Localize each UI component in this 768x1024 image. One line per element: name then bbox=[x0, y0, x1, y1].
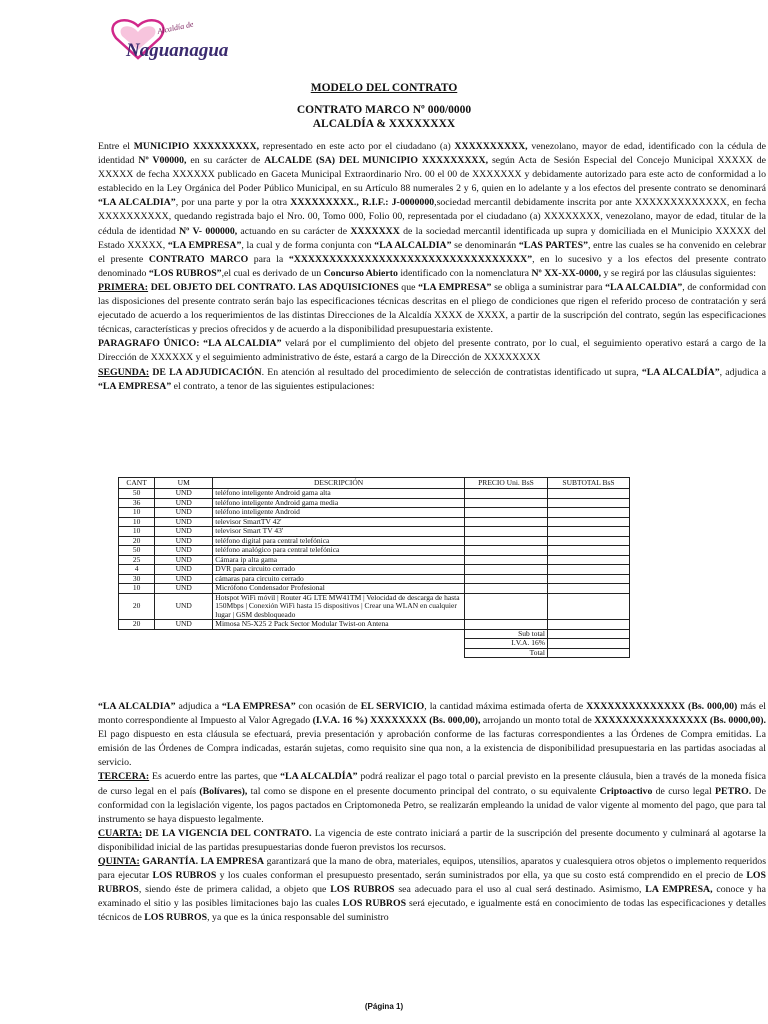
col-um: UM bbox=[155, 478, 213, 489]
col-cant: CANT bbox=[119, 478, 155, 489]
clause-segunda: SEGUNDA: DE LA ADJUDICACIÓN. En atención al resultado del procedimiento de selección de contratistas identificado ut supra, “LA ALCALDÍA”, adjudica a “LA EMPRESA” el contrato, a tenor de las siguientes estipulaciones: bbox=[98, 366, 766, 392]
cell-um: UND bbox=[155, 565, 213, 575]
clause-tercera: TERCERA: Es acuerdo entre las partes, que “LA ALCALDÍA” podrá realizar el pago total o parcial previsto en la presente cláusula, bien a través de la moneda física de curso legal en el país (Bolívares), tal como se dispone en el presente documento principal del contrato, o su equivalente Criptoactivo de curso legal PETRO. De conformidad con la legislación vigente, los pagos pactados en Criptomoneda Petro, se realizarán empleando la unidad de valor vigente al momento del pago, que para tal instrumento se haya dispuesto legalmente. bbox=[98, 771, 767, 825]
cell-subtotal bbox=[547, 620, 629, 630]
table-row bbox=[119, 574, 630, 584]
cell-precio bbox=[464, 498, 547, 508]
table-row bbox=[119, 508, 630, 518]
cell-subtotal bbox=[547, 584, 629, 594]
cell-descripcion: teléfono digital para central telefónica bbox=[213, 536, 465, 546]
intro-paragraph: Entre el MUNICIPIO XXXXXXXXX, representado en este acto por el ciudadano (a) XXXXXXXXXX, venezolano, mayor de edad, identificado con la cédula de identidad Nº V00000, en su carácter de ALCALDE (SA) DEL MUNICIPIO XXXXXXXXX, según Acta de Sesión Especial del Concejo Municipal XXXXX de XXXXX de fecha XXXXXX publicado en Gaceta Municipal Extraordinario Nro. 00 el 00 de XXXXXXX y debidamente autorizado para este acto de conformidad a lo establecido en la Ley Orgánica del Poder Público Municipal, en su Artículo 88 numerales 2 y 6, quien en lo adelante y a los efectos del presente contrato se denominará “LA ALCALDIA”, por una parte y por la otra XXXXXXXXX., R.I.F.: J-0000000,sociedad mercantil debidamente inscrita por ante XXXXXXXXXXXXX, en fecha XXXXXXXXXX, quedando registrada bajo el Nro. 00, Tomo 000, Folio 00, representada por el ciudadano (a) XXXXXXXX, venezolano, mayor de edad, titular de la cédula de identidad Nº V- 000000, actuando en su carácter de XXXXXXX de la sociedad mercantil identificada up supra y domiciliada en el Municipio XXXXX del Estado XXXXX, “LA EMPRESA”, la cual y de forma conjunta con “LA ALCALDIA” se denominarán “LAS PARTES”, entre las cuales se ha convenido en celebrar el presente CONTRATO MARCO para la “XXXXXXXXXXXXXXXXXXXXXXXXXXXXXXXXX”, en lo sucesivo y a los efectos del presente contrato denominado “LOS RUBROS”,el cual es derivado de un Concurso Abierto identificado con la nomenclatura Nº XX-XX-0000, y se regirá por las cláusulas siguientes: bbox=[98, 141, 767, 279]
cell-cant: 10 bbox=[119, 584, 155, 594]
cell-um: UND bbox=[155, 593, 213, 620]
table-row bbox=[119, 546, 630, 556]
cell-um: UND bbox=[155, 574, 213, 584]
contract-body-top bbox=[98, 140, 766, 394]
table-row bbox=[119, 536, 630, 546]
cell-descripcion: Micrófono Condensador Profesional bbox=[213, 584, 465, 594]
cell-precio bbox=[464, 508, 547, 518]
table-row bbox=[119, 517, 630, 527]
cell-descripcion: televisor SmartTV 42' bbox=[213, 517, 465, 527]
cell-descripcion: teléfono inteligente Android gama alta bbox=[213, 489, 465, 499]
items-table bbox=[118, 477, 630, 658]
cell-cant: 20 bbox=[119, 536, 155, 546]
cell-descripcion: cámaras para circuito cerrado bbox=[213, 574, 465, 584]
clause-primera: PRIMERA: DEL OBJETO DEL CONTRATO. LAS ADQUISICIONES que “LA EMPRESA” se obliga a suministrar para “LA ALCALDIA”, de conformidad con las disposiciones del presente contrato serán bajo las especificaciones técnicas descritas en el pliego de condiciones que rigen el referido proceso de contratación y será ejecutado de acuerdo a los requerimientos de las distintas Direcciones de la Alcaldía XXXX de XXXX, a partir de la suscripción del contrato, según las especificaciones técnicas, características y precios ofrecidos y de acuerdo a la disponibilidad presupuestaria existente. bbox=[98, 281, 767, 336]
cell-precio bbox=[464, 593, 547, 620]
cell-descripcion: teléfono inteligente Android gama media bbox=[213, 498, 465, 508]
cell-cant: 25 bbox=[119, 555, 155, 565]
totals-row-iva bbox=[119, 639, 630, 649]
cell-cant: 36 bbox=[119, 498, 155, 508]
cell-subtotal bbox=[547, 574, 629, 584]
cell-subtotal bbox=[547, 555, 629, 565]
cell-precio bbox=[464, 555, 547, 565]
cell-precio bbox=[464, 527, 547, 537]
cell-cant: 10 bbox=[119, 508, 155, 518]
clause-quinta: QUINTA: GARANTÍA. LA EMPRESA garantizará que la mano de obra, materiales, equipos, utensilios, aparatos y cualesquiera otros objetos o implemento requeridos para ejecutar LOS RUBROS y los cuales conforman el presupuesto presentado, serán suministrados por ella, ya que su costo está comprendido en el precio de LOS RUBROS, siendo éste de primera calidad, a objeto que LOS RUBROS sea adecuado para el uso al cual será destinado. Asimismo, LA EMPRESA, conoce y ha examinado el sitio y las posibles limitaciones bajo las cuales LOS RUBROS será ejecutado, e igualmente está en conocimiento de todas las especificaciones y detalles técnicos de LOS RUBROS, ya que es la única responsable del suministro bbox=[98, 856, 767, 924]
col-precio: PRECIO Uni. BsS bbox=[464, 478, 547, 489]
totals-label-total: Total bbox=[464, 648, 547, 658]
table-row bbox=[119, 555, 630, 565]
cell-subtotal bbox=[547, 517, 629, 527]
col-descripcion: DESCRIPCIÓN bbox=[213, 478, 465, 489]
blank-cell bbox=[119, 639, 465, 649]
cell-precio bbox=[464, 536, 547, 546]
cell-cant: 50 bbox=[119, 546, 155, 556]
cell-precio bbox=[464, 565, 547, 575]
cell-descripcion: Mimosa N5-X25 2 Pack Sector Modular Twist-on Antena bbox=[213, 620, 465, 630]
cell-precio bbox=[464, 517, 547, 527]
totals-row-total bbox=[119, 648, 630, 658]
alcaldia-logo bbox=[96, 12, 246, 64]
contract-number: CONTRATO MARCO Nº 000/0000 bbox=[296, 104, 472, 116]
cell-subtotal bbox=[547, 593, 629, 620]
totals-row-subtotal bbox=[119, 629, 630, 639]
cell-um: UND bbox=[155, 620, 213, 630]
contract-body-bottom bbox=[98, 700, 766, 926]
cell-precio bbox=[464, 620, 547, 630]
cell-descripcion: teléfono analógico para central telefónica bbox=[213, 546, 465, 556]
document-title: MODELO DEL CONTRATO bbox=[310, 82, 458, 94]
blank-cell bbox=[119, 629, 465, 639]
cell-descripcion: DVR para circuito cerrado bbox=[213, 565, 465, 575]
cell-cant: 10 bbox=[119, 527, 155, 537]
page-number: (Página 1) bbox=[364, 1002, 404, 1011]
cell-um: UND bbox=[155, 536, 213, 546]
cell-precio bbox=[464, 489, 547, 499]
cell-cant: 4 bbox=[119, 565, 155, 575]
cell-subtotal bbox=[547, 508, 629, 518]
cell-cant: 20 bbox=[119, 620, 155, 630]
contract-parties: ALCALDÍA & XXXXXXXX bbox=[312, 118, 456, 130]
cell-subtotal bbox=[547, 565, 629, 575]
cell-descripcion: Hotspot WiFi móvil | Router 4G LTE MW41TM | Velocidad de descarga de hasta 150Mbps | Conexión WiFi hasta 15 dispositivos | Crear una WLAN en cualquier lugar | GSM desbloqueado bbox=[213, 593, 465, 620]
cell-precio bbox=[464, 584, 547, 594]
svg-text:Naguanagua: Naguanagua bbox=[126, 40, 229, 61]
table-row bbox=[119, 584, 630, 594]
cell-um: UND bbox=[155, 546, 213, 556]
table-row bbox=[119, 527, 630, 537]
cell-descripcion: teléfono inteligente Android bbox=[213, 508, 465, 518]
cell-precio bbox=[464, 546, 547, 556]
cell-um: UND bbox=[155, 584, 213, 594]
cell-um: UND bbox=[155, 498, 213, 508]
table-row bbox=[119, 498, 630, 508]
blank-cell bbox=[119, 648, 465, 658]
cell-cant: 20 bbox=[119, 593, 155, 620]
cell-cant: 10 bbox=[119, 517, 155, 527]
totals-value-iva bbox=[547, 639, 629, 649]
cell-um: UND bbox=[155, 527, 213, 537]
cell-um: UND bbox=[155, 508, 213, 518]
totals-label-subtotal: Sub total bbox=[464, 629, 547, 639]
table-row bbox=[119, 593, 630, 620]
totals-label-iva: I.V.A. 16% bbox=[464, 639, 547, 649]
cell-um: UND bbox=[155, 489, 213, 499]
adjudica-paragraph: “LA ALCALDIA” adjudica a “LA EMPRESA” con ocasión de EL SERVICIO, la cantidad máxima estimada oferta de XXXXXXXXXXXXXX (Bs. 000,00) más el monto correspondiente al Impuesto al Valor Agregado (I.V.A. 16 %) XXXXXXXX (Bs. 000,00), arrojando un monto total de XXXXXXXXXXXXXXXX (Bs. 0000,00). El pago dispuesto en esta cláusula se efectuará, previa presentación y aprobación conforme de las facturas correspondientes a las Órdenes de Compra emitidas. La emisión de las Órdenes de Compra indicadas, estarán sujetas, como requisito sine qua non, a la existencia de disponibilidad presupuestaria en las partidas asociadas al servicio. bbox=[98, 701, 767, 769]
table-row bbox=[119, 620, 630, 630]
cell-um: UND bbox=[155, 555, 213, 565]
cell-subtotal bbox=[547, 489, 629, 499]
svg-text:Alcaldía de: Alcaldía de bbox=[156, 19, 195, 36]
col-subtotal: SUBTOTAL BsS bbox=[547, 478, 629, 489]
cell-subtotal bbox=[547, 498, 629, 508]
cell-subtotal bbox=[547, 527, 629, 537]
clause-cuarta: CUARTA: DE LA VIGENCIA DEL CONTRATO. La vigencia de este contrato iniciará a partir de la suscripción del presente documento y culminará al agotarse la disponibilidad inicial de las partidas presupuestarias donde fueron previstos los recursos. bbox=[98, 827, 766, 853]
cell-subtotal bbox=[547, 546, 629, 556]
table-row bbox=[119, 565, 630, 575]
cell-um: UND bbox=[155, 517, 213, 527]
cell-descripcion: televisor Smart TV 43' bbox=[213, 527, 465, 537]
totals-value-subtotal bbox=[547, 629, 629, 639]
paragrafo-unico: PARAGRAFO ÚNICO: “LA ALCALDIA” velará por el cumplimiento del objeto del presente contrato, por lo cual, el seguimiento operativo estará a cargo de la Dirección de XXXXXX y el seguimiento administrativo de éste, estará a cargo de la Dirección de XXXXXXXX bbox=[98, 338, 767, 364]
table-header-row bbox=[119, 478, 630, 489]
cell-cant: 30 bbox=[119, 574, 155, 584]
cell-precio bbox=[464, 574, 547, 584]
cell-subtotal bbox=[547, 536, 629, 546]
cell-descripcion: Cámara ip alta gama bbox=[213, 555, 465, 565]
totals-value-total bbox=[547, 648, 629, 658]
table-row bbox=[119, 489, 630, 499]
cell-cant: 50 bbox=[119, 489, 155, 499]
